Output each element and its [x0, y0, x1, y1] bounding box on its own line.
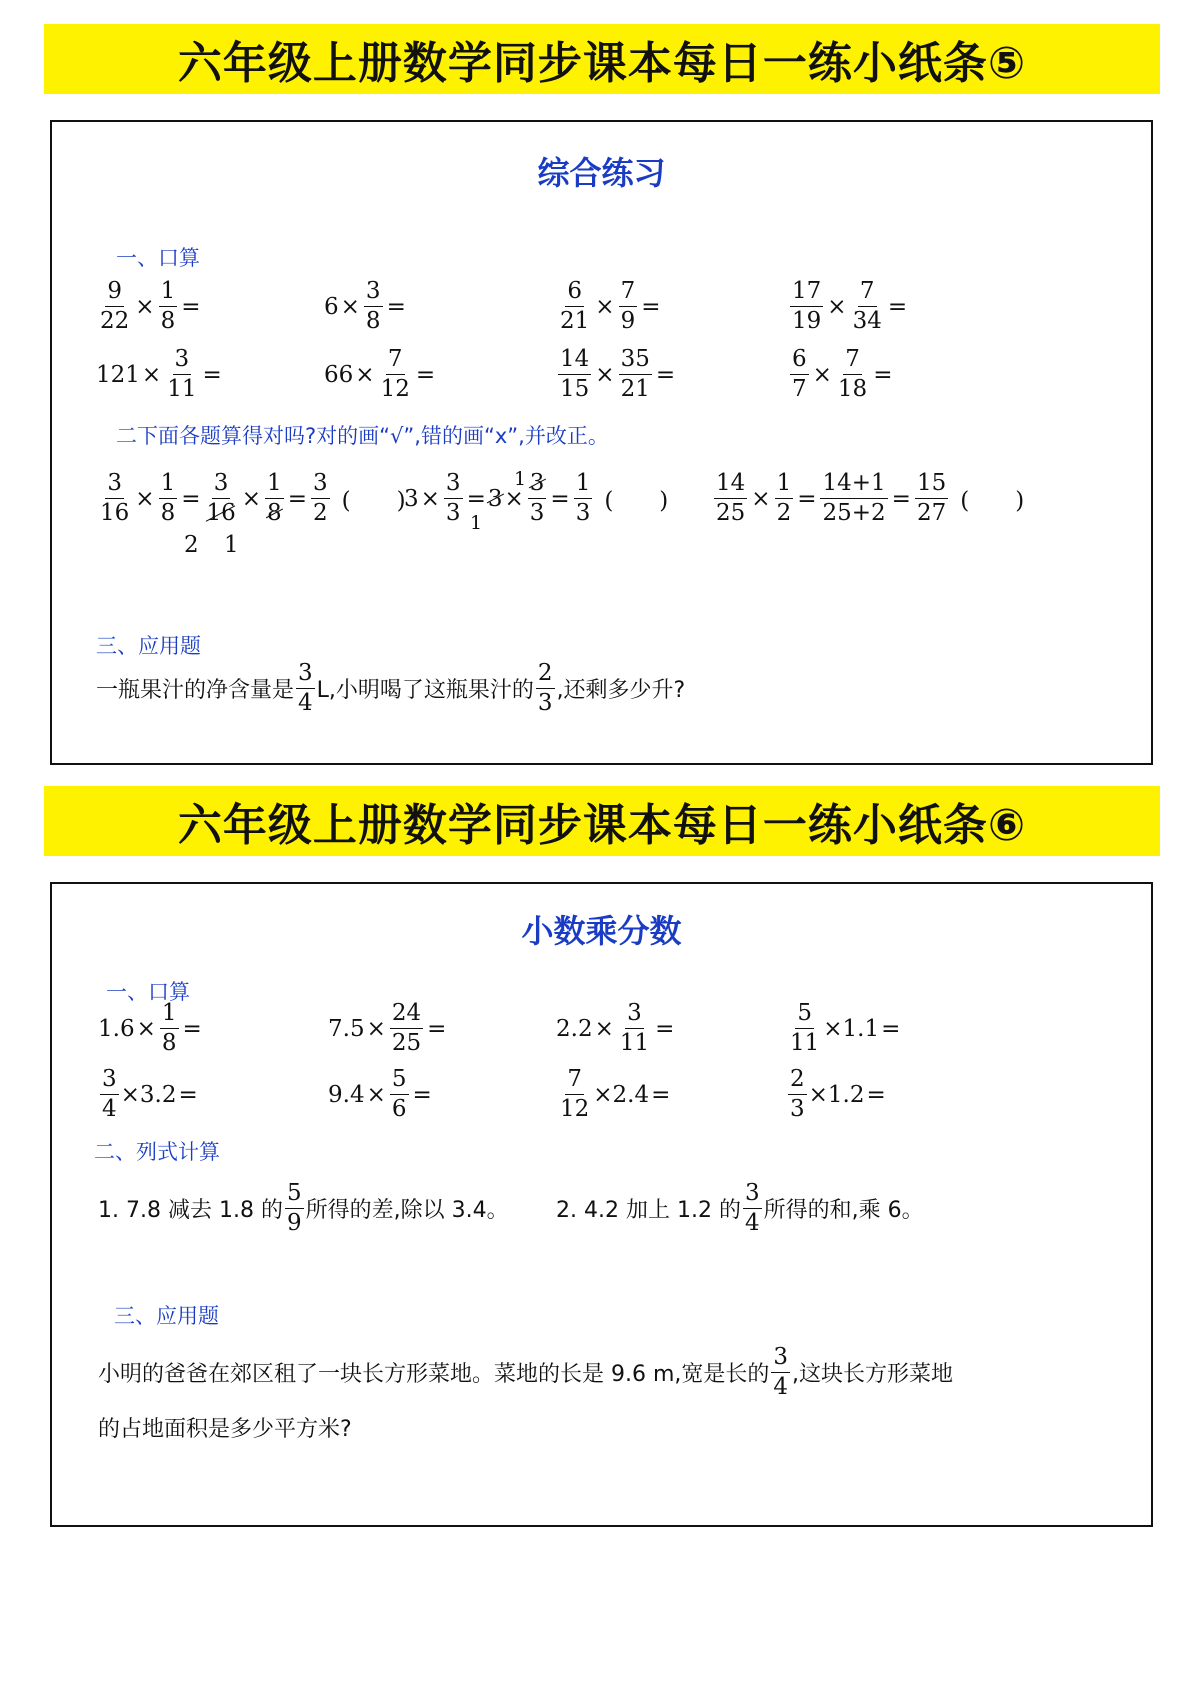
- calc-item-1: 1. 7.8 减去 1.8 的 $\frac{5}{9}$ 所得的差,除以 3.4。: [98, 1180, 509, 1236]
- section-heading-application: 三、应用题: [114, 1304, 219, 1328]
- answer-blank[interactable]: ( ): [960, 488, 1025, 514]
- oral-item: $\frac{2}{3}$ ×1.2 =: [790, 1066, 886, 1122]
- oral-item: 9.4 × $\frac{5}{6}$ =: [328, 1066, 432, 1122]
- application-problem: 小明的爸爸在郊区租了一块长方形菜地。菜地的长是 9.6 m,宽是长的 $\frac{3}{4}$ ,这块长方形菜地: [98, 1344, 954, 1400]
- section-heading-calc: 二、列式计算: [94, 1140, 220, 1164]
- answer-blank[interactable]: ( ): [604, 488, 669, 514]
- calc-item-2: 2. 4.2 加上 1.2 的 $\frac{3}{4}$ 所得的和,乘 6。: [556, 1180, 924, 1236]
- banner-5: [44, 24, 1160, 94]
- oral-item: 6 × $\frac{3}{8}$ =: [324, 278, 406, 334]
- oral-item: $\frac{14}{15}$ × $\frac{35}{21}$ =: [560, 346, 676, 402]
- banner-title: 六年级上册数学同步课本每日一练小纸条⑥: [177, 800, 1027, 851]
- cancel-note: 1: [514, 468, 527, 490]
- application-problem-line2: 的占地面积是多少平方米?: [98, 1417, 352, 1442]
- oral-item: $\frac{6}{7}$ × $\frac{7}{18}$ =: [792, 346, 893, 402]
- oral-item: $\frac{7}{12}$ ×2.4 =: [560, 1066, 671, 1122]
- banner-title: 六年级上册数学同步课本每日一练小纸条⑤: [177, 38, 1027, 89]
- judge-item-1: $\frac{3}{16}$ × $\frac{1}{8}$ = $\frac{3}{16}$ × $\frac{1}{8}$ = $\frac{3}{2}$ ( ): [100, 470, 406, 526]
- banner-6: [44, 786, 1160, 856]
- worksheet-card-5: [50, 120, 1153, 765]
- oral-item: 1.6 × $\frac{1}{8}$ =: [98, 1000, 202, 1056]
- oral-item: $\frac{5}{11}$ ×1.1 =: [790, 1000, 901, 1056]
- cancel-note: 2: [184, 532, 199, 558]
- oral-item: 7.5 × $\frac{24}{25}$ =: [328, 1000, 447, 1056]
- oral-item: 2.2 × $\frac{3}{11}$ =: [556, 1000, 675, 1056]
- worksheet-card-6: [50, 882, 1153, 1527]
- card-title: 小数乘分数: [521, 912, 682, 950]
- section-heading-application: 三、应用题: [96, 634, 201, 658]
- oral-item: $\frac{3}{4}$ ×3.2 =: [102, 1066, 198, 1122]
- oral-item: 121 × $\frac{3}{11}$ =: [96, 346, 222, 402]
- answer-blank[interactable]: ( ): [341, 488, 406, 514]
- oral-item: $\frac{6}{21}$ × $\frac{7}{9}$ =: [560, 278, 661, 334]
- application-problem: 一瓶果汁的净含量是 $\frac{3}{4}$ L,小明喝了这瓶果汁的 $\frac{2}{3}$ ,还剩多少升?: [96, 660, 686, 716]
- cancel-note: 1: [224, 532, 239, 558]
- oral-item: $\frac{9}{22}$ × $\frac{1}{8}$ =: [100, 278, 201, 334]
- section-heading-oral: 一、口算: [106, 980, 190, 1004]
- card-title: 综合练习: [537, 154, 666, 192]
- section-heading-judge: 二下面各题算得对吗?对的画“√”,错的画“x”,并改正。: [116, 424, 609, 448]
- judge-item-3: $\frac{14}{25}$ × $\frac{1}{2}$ = $\frac{14+1}{25+2}$ = $\frac{15}{27}$ ( ): [716, 470, 1025, 526]
- oral-item: $\frac{17}{19}$ × $\frac{7}{34}$ =: [792, 278, 908, 334]
- judge-item-2: 3 × $\frac{3}{3}$ = 3 × $\frac{3}{3}$ = $\frac{1}{3}$ ( ): [404, 470, 669, 526]
- oral-item: 66 × $\frac{7}{12}$ =: [324, 346, 436, 402]
- cancel-note: 1: [470, 512, 483, 534]
- section-heading-oral: 一、口算: [116, 246, 200, 270]
